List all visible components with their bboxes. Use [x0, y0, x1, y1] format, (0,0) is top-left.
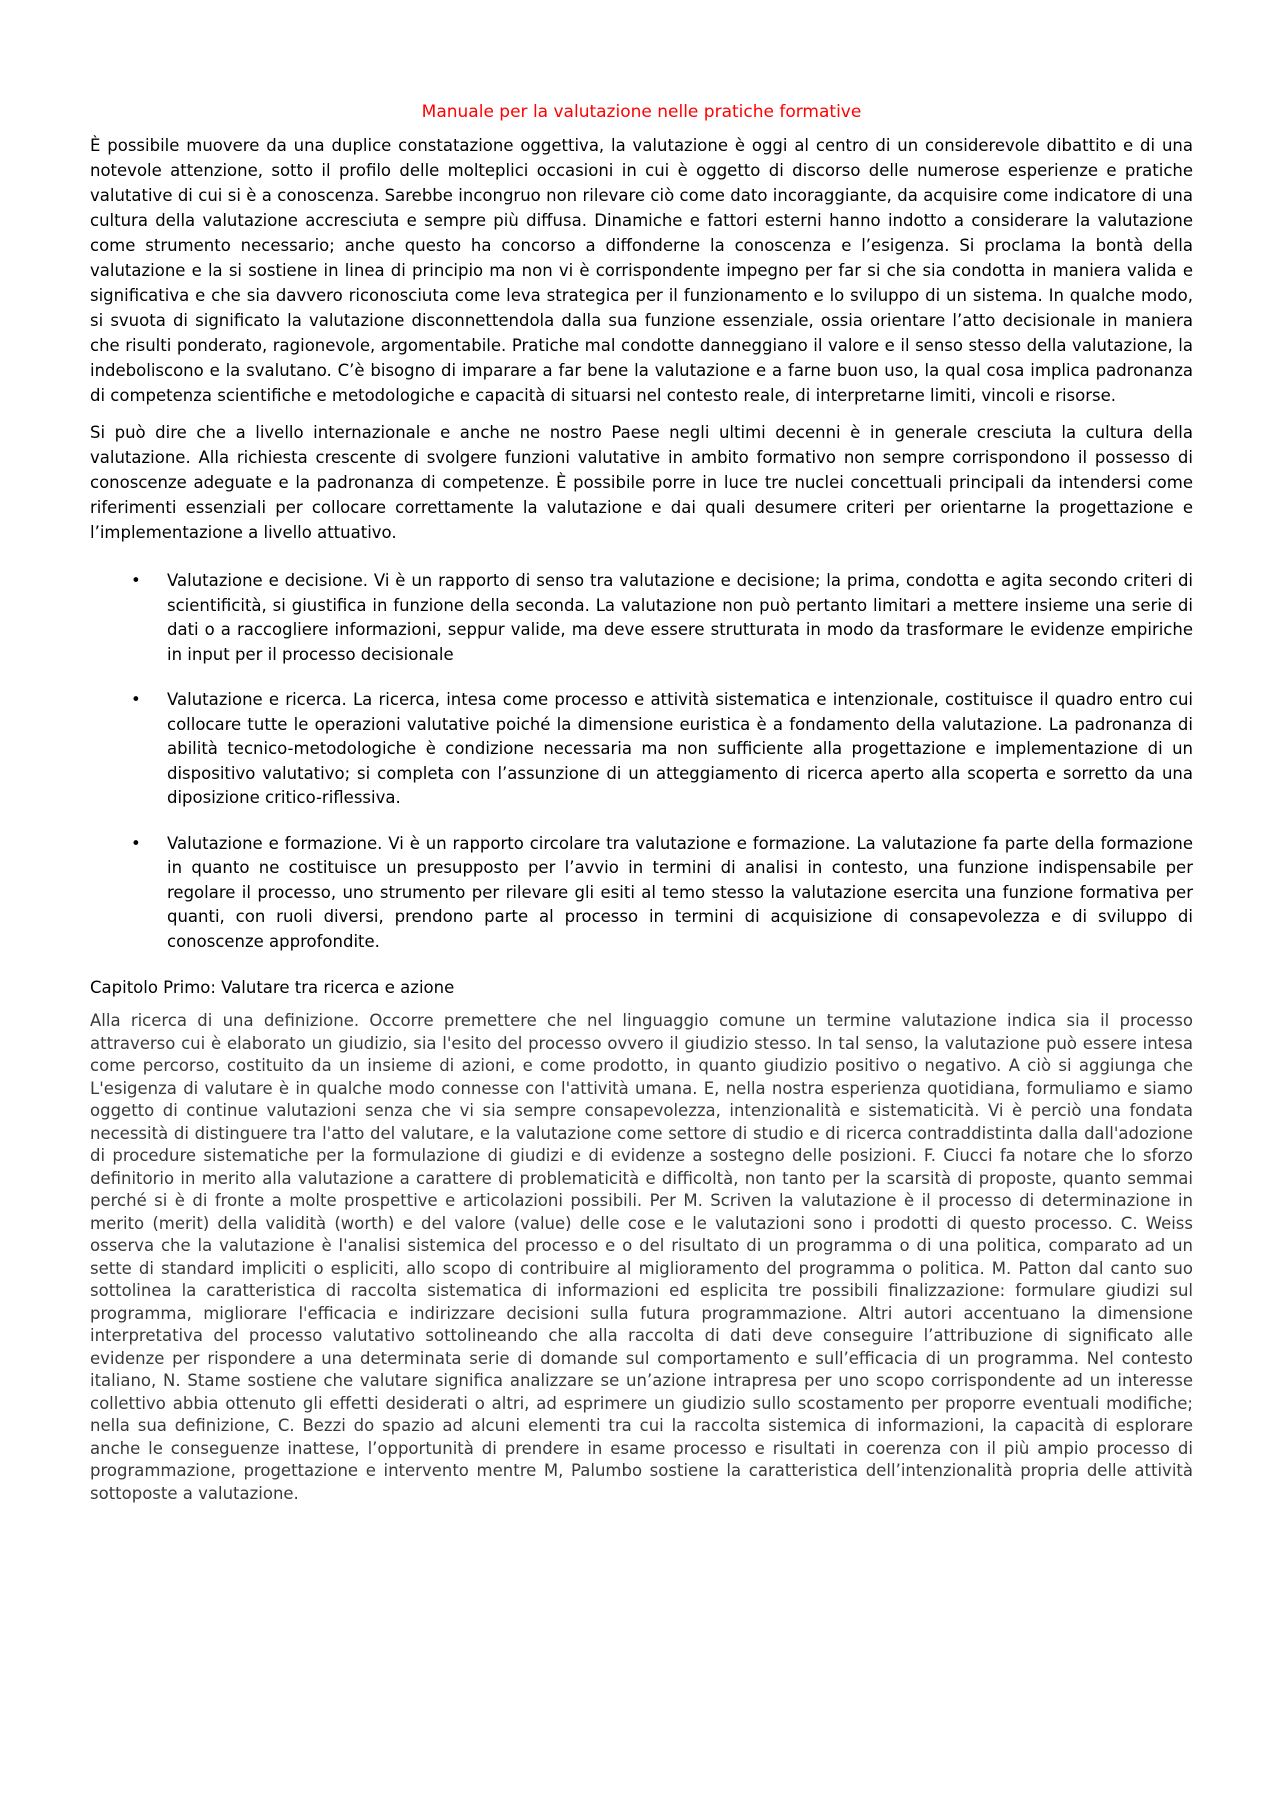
bullet-item-decisione	[90, 569, 1193, 667]
document-title: Manuale per la valutazione nelle pratiche formative	[421, 102, 862, 122]
bullet-item-ricerca	[90, 688, 1193, 811]
bullet-text: Valutazione e decisione. Vi è un rapporto di senso tra valutazione e decisione; la prima, condotta e agita secondo criteri di scientificità, si giustifica in funzione della seconda. La valutazione non può pertanto limitari a mettere insieme una serie di dati o a raccogliere informazioni, seppur valide, ma deve essere strutturata in modo da trasformare le evidenze empiriche in input per il processo decisionale	[167, 571, 1193, 664]
bullet-item-formazione	[90, 832, 1193, 955]
concept-bullet-list	[90, 569, 1193, 954]
bullet-dot-icon: •	[131, 571, 141, 590]
intro-paragraph-1: È possibile muovere da una duplice constatazione oggettiva, la valutazione è oggi al centro di un considerevole dibattito e di una notevole attenzione, sotto il profilo delle molteplici occasioni in cui è oggetto di discorso delle numerose esperienze e pratiche valutative di cui si è a conoscenza. Sarebbe incongruo non rilevare ciò come dato incoraggiante, da acquisire come indicatore di una cultura della valutazione accresciuta e sempre più diffusa. Dinamiche e fattori esterni hanno indotto a considerare la valutazione come strumento necessario; anche questo ha concorso a diffonderne la conoscenza e l’esigenza. Si proclama la bontà della valutazione e la si sostiene in linea di principio ma non vi è corrispondente impegno per far si che sia condotta in maniera valida e significativa e che sia davvero riconosciuta come leva strategica per il funzionamento e lo sviluppo di un sistema. In qualche modo, si svuota di significato la valutazione disconnettendola dalla sua funzione essenziale, ossia orientare l’atto decisionale in maniera che risulti ponderato, ragionevole, argomentabile. Pratiche mal condotte danneggiano il valore e il senso stesso della valutazione, la indeboliscono e la svalutano. C’è bisogno di imparare a far bene la valutazione e a farne buon uso, la qual cosa implica padronanza di competenza scientifiche e metodologiche e capacità di situarsi nel contesto reale, di interpretarne limiti, vincoli e risorse.	[90, 136, 1193, 405]
chapter-body-paragraph: Alla ricerca di una definizione. Occorre premettere che nel linguaggio comune un termine valutazione indica sia il processo attraverso cui è elaborato un giudizio, sia l'esito del processo ovvero il giudizio stesso. In tal senso, la valutazione può essere intesa come percorso, costituito da un insieme di azioni, e come prodotto, in quanto giudizio positivo o negativo. A ciò si aggiunga che L'esigenza di valutare è in qualche modo connesse con l'attività umana. E, nella nostra esperienza quotidiana, formuliamo e siamo oggetto di continue valutazioni senza che vi sia sempre consapevolezza, intenzionalità e sistematicità. Vi è perciò una fondata necessità di distinguere tra l'atto del valutare, e la valutazione come settore di studio e di ricerca contraddistinta dalla dall'adozione di procedure sistematiche per la formulazione di giudizi e di evidenze a sostegno delle posizioni. F. Ciucci fa notare che lo sforzo definitorio in merito alla valutazione a carattere di problematicità e difficoltà, non tanto per la scarsità di proposte, quanto semmai perché si è di fronte a molte prospettive e articolazioni possibili. Per M. Scriven la valutazione è il processo di determinazione in merito (merit) della validità (worth) e del valore (value) delle cose e le valutazioni sono i prodotti di questo processo. C. Weiss osserva che la valutazione è l'analisi sistemica del processo e o del risultato di un programma o di una politica, comparato ad un sette di standard impliciti o espliciti, allo scopo di contribuire al miglioramento del programma o politica. M. Patton dal canto suo sottolinea la caratteristica di raccolta sistematica di informazioni ed esplicita tre possibili finalizzazione: formulare giudizi sul programma, migliorare l'efficacia e indirizzare decisioni sulla futura programmazione. Altri autori accentuano la dimensione interpretativa del processo valutativo sottolineando che alla raccolta di dati deve conseguire l’attribuzione di significato alle evidenze per rispondere a una determinata serie di domande sul comportamento e sull’efficacia di un programma. Nel contesto italiano, N. Stame sostiene che valutare significa analizzare se un’azione intrapresa per uno scopo corrispondente ad un interesse collettivo abbia ottenuto gli effetti desiderati o altri, ad esprimere un giudizio sullo scostamento per proporre eventuali modifiche; nella sua definizione, C. Bezzi do spazio ad alcuni elementi tra cui la raccolta sistemica di informazioni, la capacità di esplorare anche le conseguenze inattese, l’opportunità di prendere in esame processo e risultati in coerenza con il più ampio processo di programmazione, progettazione e intervento mentre M, Palumbo sostiene la caratteristica dell’intenzionalità propria delle attività sottoposte a valutazione.	[90, 1011, 1193, 1503]
bullet-text: Valutazione e formazione. Vi è un rapporto circolare tra valutazione e formazione. La valutazione fa parte della formazione in quanto ne costituisce un presupposto per l’avvio in termini di analisi in contesto, una funzione indispensabile per regolare il processo, uno strumento per rilevare gli esiti al temo stesso la valutazione esercita una funzione formativa per quanti, con ruoli diversi, prendono parte al processo in termini di acquisizione di consapevolezza e di sviluppo di conoscenze approfondite.	[167, 833, 1193, 951]
chapter-heading: Capitolo Primo: Valutare tra ricerca e azione	[90, 978, 455, 997]
bullet-dot-icon: •	[131, 833, 141, 853]
document-page	[90, 100, 1193, 1505]
intro-paragraph-2: Si può dire che a livello internazionale e anche ne nostro Paese negli ultimi decenni è in generale cresciuta la cultura della valutazione. Alla richiesta crescente di svolgere funzioni valutative in ambito formativo non sempre corrispondono il possesso di conoscenze adeguate e la padronanza di competenze. È possibile porre in luce tre nuclei concettuali principali da intendersi come riferimenti essenziali per collocare correttamente la valutazione e dai quali desumere criteri per orientarne la progettazione e l’implementazione a livello attuativo.	[90, 423, 1193, 542]
bullet-text: Valutazione e ricerca. La ricerca, intesa come processo e attività sistematica e intenzionale, costituisce il quadro entro cui collocare tutte le operazioni valutative poiché la dimensione euristica è a fondamento della valutazione. La padronanza di abilità tecnico-metodologiche è condizione necessaria ma non sufficiente alla progettazione e implementazione di un dispositivo valutativo; si completa con l’assunzione di un atteggiamento di ricerca aperto alla scoperta e sorretto da una diposizione critico-riflessiva.	[167, 690, 1193, 807]
bullet-dot-icon: •	[131, 690, 141, 709]
